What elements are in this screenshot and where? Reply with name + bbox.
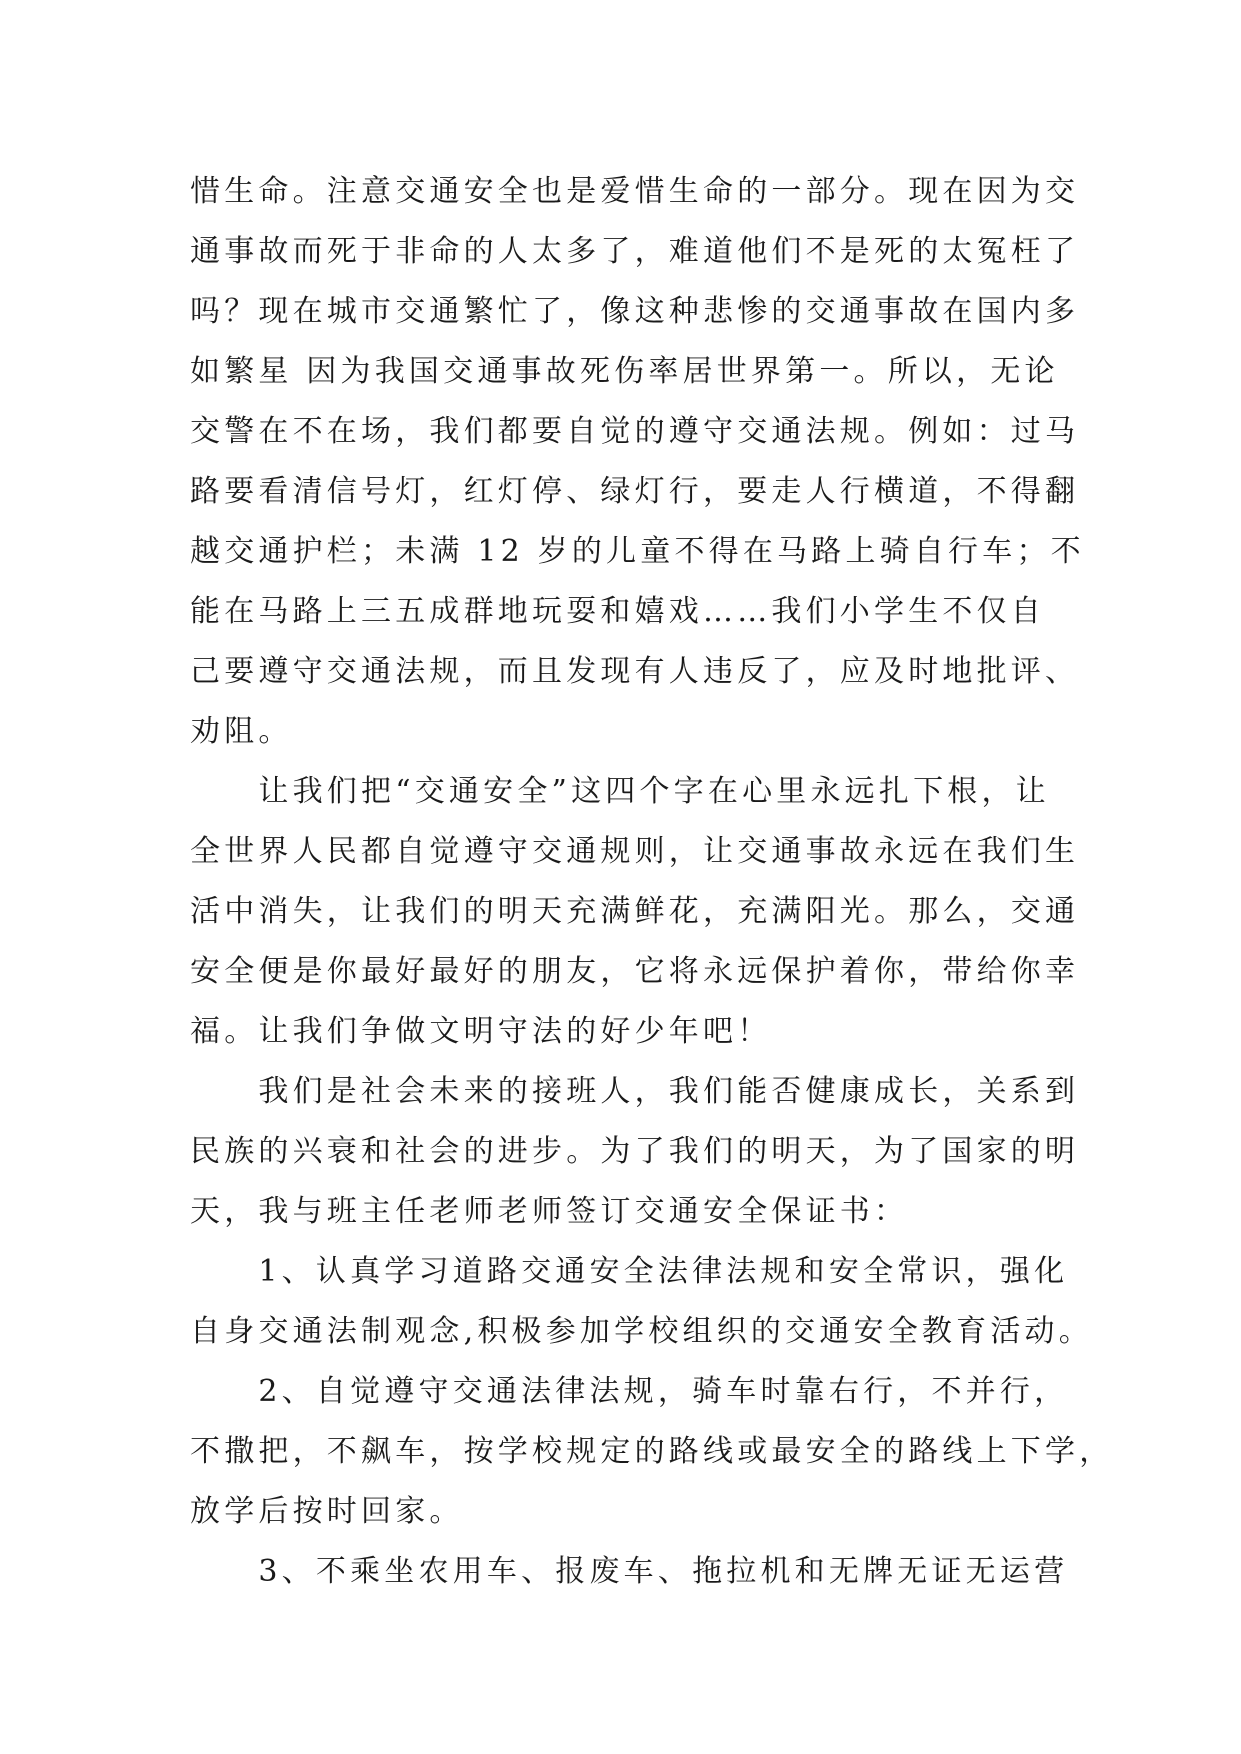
- text-line: 1、认真学习道路交通安全法律法规和安全常识，强化: [190, 1254, 1069, 1289]
- text-line: 交警在不在场，我们都要自觉的遵守交通法规。例如：过马: [190, 414, 1080, 449]
- text-line: 活中消失，让我们的明天充满鲜花，充满阳光。那么，交通: [190, 894, 1080, 929]
- text-line: 吗？现在城市交通繁忙了，像这种悲惨的交通事故在国内多: [190, 294, 1080, 329]
- text-line: 自身交通法制观念,积极参加学校组织的交通安全教育活动。: [190, 1314, 1093, 1349]
- text-line: 越交通护栏；未满 12 岁的儿童不得在马路上骑自行车；不: [190, 534, 1085, 569]
- body-text: [190, 162, 1114, 1602]
- text-line: 劝阻。: [190, 714, 293, 749]
- text-line: 天，我与班主任老师老师签订交通安全保证书：: [190, 1194, 909, 1229]
- text-line: 让我们把“交通安全”这四个字在心里永远扎下根，让: [190, 774, 1050, 809]
- text-line: 全世界人民都自觉遵守交通规则，让交通事故永远在我们生: [190, 834, 1080, 869]
- text-line: 通事故而死于非命的人太多了，难道他们不是死的太冤枉了: [190, 234, 1080, 269]
- text-line: 放学后按时回家。: [190, 1494, 464, 1529]
- text-line: 3、不乘坐农用车、报废车、拖拉机和无牌无证无运营: [190, 1554, 1069, 1589]
- text-line: 能在马路上三五成群地玩耍和嬉戏……我们小学生不仅自: [190, 594, 1045, 629]
- text-line: 福。让我们争做文明守法的好少年吧！: [190, 1014, 772, 1049]
- text-line: 路要看清信号灯，红灯停、绿灯行，要走人行横道，不得翻: [190, 474, 1080, 509]
- text-line: 己要遵守交通法规，而且发现有人违反了，应及时地批评、: [190, 654, 1080, 689]
- text-line: 我们是社会未来的接班人，我们能否健康成长，关系到: [190, 1074, 1080, 1109]
- text-line: 2、自觉遵守交通法律法规，骑车时靠右行，不并行，: [190, 1374, 1069, 1409]
- text-line: 不撒把，不飙车，按学校规定的路线或最安全的路线上下学，: [190, 1434, 1114, 1469]
- text-line: 民族的兴衰和社会的进步。为了我们的明天，为了国家的明: [190, 1134, 1080, 1169]
- text-line: 惜生命。注意交通安全也是爱惜生命的一部分。现在因为交: [190, 174, 1080, 209]
- text-line: 如繁星 因为我国交通事故死伤率居世界第一。所以，无论: [190, 354, 1059, 389]
- text-line: 安全便是你最好最好的朋友，它将永远保护着你，带给你幸: [190, 954, 1080, 989]
